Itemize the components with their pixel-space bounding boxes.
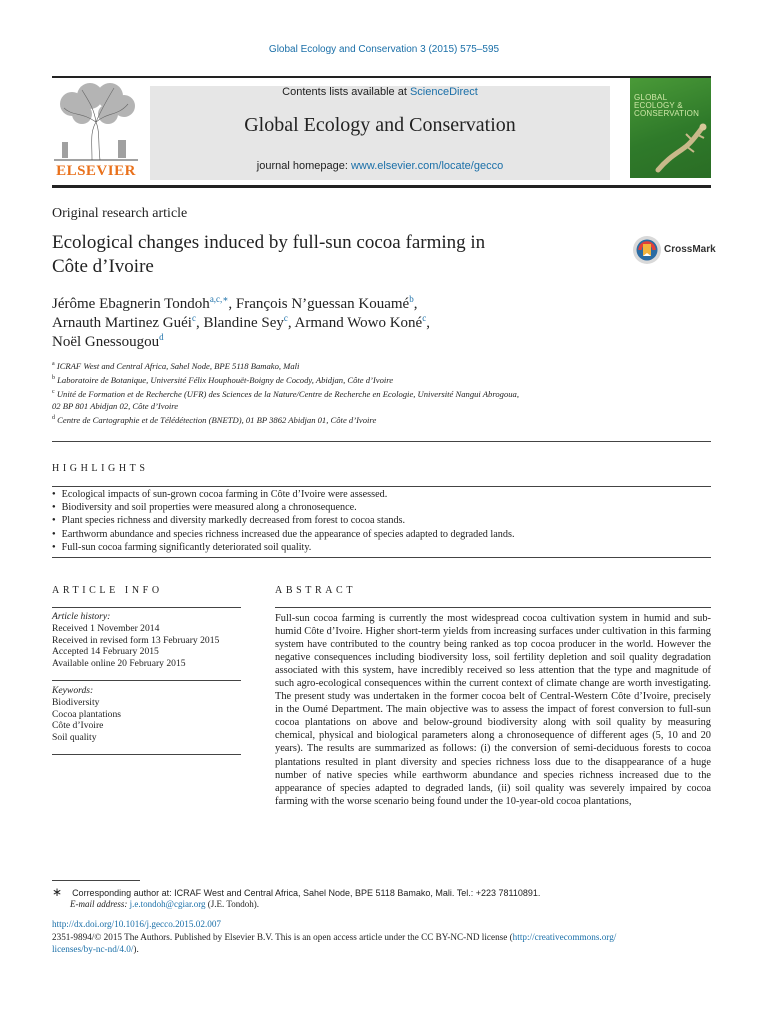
footnote-rule [52, 880, 140, 881]
affiliation-mark: c [52, 389, 55, 396]
author-marks[interactable]: c [283, 313, 288, 323]
author-name[interactable]: Blandine Sey [203, 315, 284, 331]
article-info-heading: ARTICLE INFO [52, 585, 163, 596]
history-item: Available online 20 February 2015 [52, 658, 186, 669]
doi-link[interactable]: http://dx.doi.org/10.1016/j.gecco.2015.02.007 [52, 919, 222, 929]
author-separator: , [228, 296, 236, 312]
affiliation-continued [52, 401, 178, 411]
homepage-line [150, 160, 610, 172]
abstract-text: Full-sun cocoa farming is currently the most widespread cocoa cultivation system in humid and sub-humid Côte d’Ivoire. Higher short-term yields from increasing surfaces under cultivation in this farming system have contributed to the country being ranked as top cocoa producer in the world. However the negative consequences including biodiversity loss, soil fertility depletion and soil quality degradation associated with this system, have incredibly received so less attention that the type and magnitude of such agro-ecological consequences within the current context of climate change are worth investigating. The present study was undertaken in the former cocoa belt of Central-Western Côte d’Ivoire, precisely in the Oumé Department. The main objective was to assess the impact of forest conversion to full-sun cocoa plantations on above and below-ground biodiversity along with soil quality by measuring chemical, physical and biological parameters along a chronosequence of different ages (5, 10 and 20 years). The results are summarized as follows: (i) the conversion of semi-deciduous forests to cocoa plantations resulted in plant diversity and species richness loss due to the disappearance of a huge number of native species while earthworm abundance and species richness increased due to the appearance of species adapted to degraded lands, (ii) soil quality was severely impaired by cocoa farming with the worse scenario being found under the 10-year-old cocoa plantations, [275, 613, 711, 807]
license-text: 2351-9894/© 2015 The Authors. Published by Elsevier B.V. This is an open access article under the CC BY-NC-ND license ( [52, 932, 513, 942]
affiliation [52, 415, 376, 425]
highlight-item: ● Full-sun cocoa farming significantly deteriorated soil quality. [52, 542, 311, 553]
publisher-name: ELSEVIER [56, 163, 136, 179]
keyword: Soil quality [52, 732, 97, 743]
email-note [70, 899, 259, 909]
cover-title-line-1: GLOBAL [634, 93, 668, 102]
author-name[interactable]: Armand Wowo Koné [294, 315, 423, 331]
highlights-rule [52, 486, 711, 487]
corresponding-author-text: Corresponding author at: ICRAF West and Central Africa, Sahel Node, BPE 5118 Bamako, Mali. Tel.: +223 78110891. [72, 888, 541, 898]
email-label: E-mail address: [70, 899, 128, 909]
affiliation-text: ICRAF West and Central Africa, Sahel Node, BPE 5118 Bamako, Mali [56, 361, 300, 371]
author-separator: , [413, 296, 418, 312]
abstract-rule [275, 607, 711, 608]
author-line-1 [52, 294, 417, 313]
abstract-heading: ABSTRACT [275, 585, 357, 596]
corresponding-author-note [52, 885, 540, 899]
affiliation-text: Unité de Formation et de Recherche (UFR) des Sciences de la Nature/Centre de Recherche en Ecologie, Université Nangui Abrogoua, [56, 389, 520, 399]
affiliation-mark: a [52, 361, 55, 368]
affiliation [52, 361, 299, 371]
affiliation-text: 02 BP 801 Abidjan 02, Côte d’Ivoire [52, 401, 179, 411]
author-separator: , [426, 315, 430, 331]
keyword: Cocoa plantations [52, 709, 122, 720]
article-info-rule [52, 607, 241, 608]
contents-line [150, 86, 610, 98]
keyword: Côte d’Ivoire [52, 720, 104, 731]
cover-title-line-3: CONSERVATION [634, 109, 700, 118]
author-marks[interactable]: b [409, 294, 414, 304]
article-info-rule-bottom [52, 754, 241, 755]
author-marks[interactable]: c [191, 313, 196, 323]
article-type: Original research article [52, 206, 188, 221]
affiliation-mark: b [52, 375, 55, 382]
keywords-rule [52, 680, 241, 681]
author-marks[interactable]: d [159, 332, 164, 342]
journal-cover-image[interactable] [630, 78, 711, 178]
email-suffix: (J.E. Tondoh). [205, 899, 259, 909]
contents-prefix: Contents lists available at [282, 86, 410, 98]
license-link-continued[interactable]: licenses/by-nc-nd/4.0/ [52, 944, 134, 954]
sciencedirect-link[interactable]: ScienceDirect [409, 86, 478, 98]
affiliation [52, 389, 519, 399]
author-line-2 [52, 313, 430, 332]
keywords-label: Keywords: [52, 685, 94, 696]
history-item: Accepted 14 February 2015 [52, 646, 159, 657]
author-line-3 [52, 332, 164, 351]
affiliation-text: Centre de Cartographie et de Télédétection (BNETD), 01 BP 3862 Abidjan 01, Côte d’Ivoire [57, 415, 377, 425]
author-name[interactable]: Jérôme Ebagnerin Tondoh [52, 296, 210, 312]
journal-title: Global Ecology and Conservation [244, 114, 516, 136]
keyword: Biodiversity [52, 697, 100, 708]
license-end: ). [133, 944, 139, 954]
author-name[interactable]: François N’guessan Kouamé [235, 296, 410, 312]
cover-title [634, 94, 699, 118]
author-marks[interactable]: c [422, 313, 427, 323]
journal-reference[interactable]: Global Ecology and Conservation 3 (2015) 575–595 [268, 44, 500, 55]
lizard-icon [650, 118, 710, 176]
license-link[interactable]: http://creativecommons.org/ [512, 932, 617, 942]
author-name[interactable]: Arnauth Martinez Guéi [52, 315, 192, 331]
license-line [52, 932, 712, 942]
affiliation-mark: d [52, 415, 55, 422]
cover-title-line-2: ECOLOGY & [634, 101, 683, 110]
author-name[interactable]: Noël Gnessougou [52, 334, 160, 350]
email-link[interactable]: j.e.tondoh@cgiar.org [129, 899, 206, 909]
homepage-prefix: journal homepage: [256, 160, 351, 172]
history-item: Received 1 November 2014 [52, 623, 160, 634]
highlight-item: ● Earthworm abundance and species richness increased due the appearance of species adapted to degraded lands. [52, 529, 515, 540]
affiliation-text: Laboratoire de Botanique, Université Félix Houphouët-Boigny de Cocody, Abidjan, Côte d’Ivoire [57, 375, 394, 385]
author-marks[interactable]: a,c,∗ [209, 294, 229, 304]
section-rule [52, 441, 711, 442]
article-title-line-1: Ecological changes induced by full-sun cocoa farming in [52, 232, 486, 253]
footnote-star: ∗ [52, 885, 63, 899]
article-title-line-2: Côte d’Ivoire [52, 256, 154, 277]
journal-homepage-link[interactable]: www.elsevier.com/locate/gecco [350, 160, 504, 172]
license-line-2 [52, 944, 139, 954]
highlights-heading: HIGHLIGHTS [52, 463, 149, 474]
author-separator: , [287, 315, 295, 331]
history-label: Article history: [52, 611, 111, 622]
affiliation [52, 375, 393, 385]
header-rule [52, 76, 711, 78]
highlight-item: ● Plant species richness and diversity markedly decreased from forest to cocoa stands. [52, 515, 405, 526]
history-item: Received in revised form 13 February 2015 [52, 635, 220, 646]
crossmark-label[interactable]: CrossMark [664, 244, 716, 255]
author-separator: , [195, 315, 204, 331]
highlights-rule-bottom [52, 557, 711, 558]
highlight-item: ● Biodiversity and soil properties were measured along a chronosequence. [52, 502, 357, 513]
highlight-item: ● Ecological impacts of sun-grown cocoa farming in Côte d’Ivoire were assessed. [52, 489, 387, 500]
header-rule-thick [52, 185, 711, 188]
